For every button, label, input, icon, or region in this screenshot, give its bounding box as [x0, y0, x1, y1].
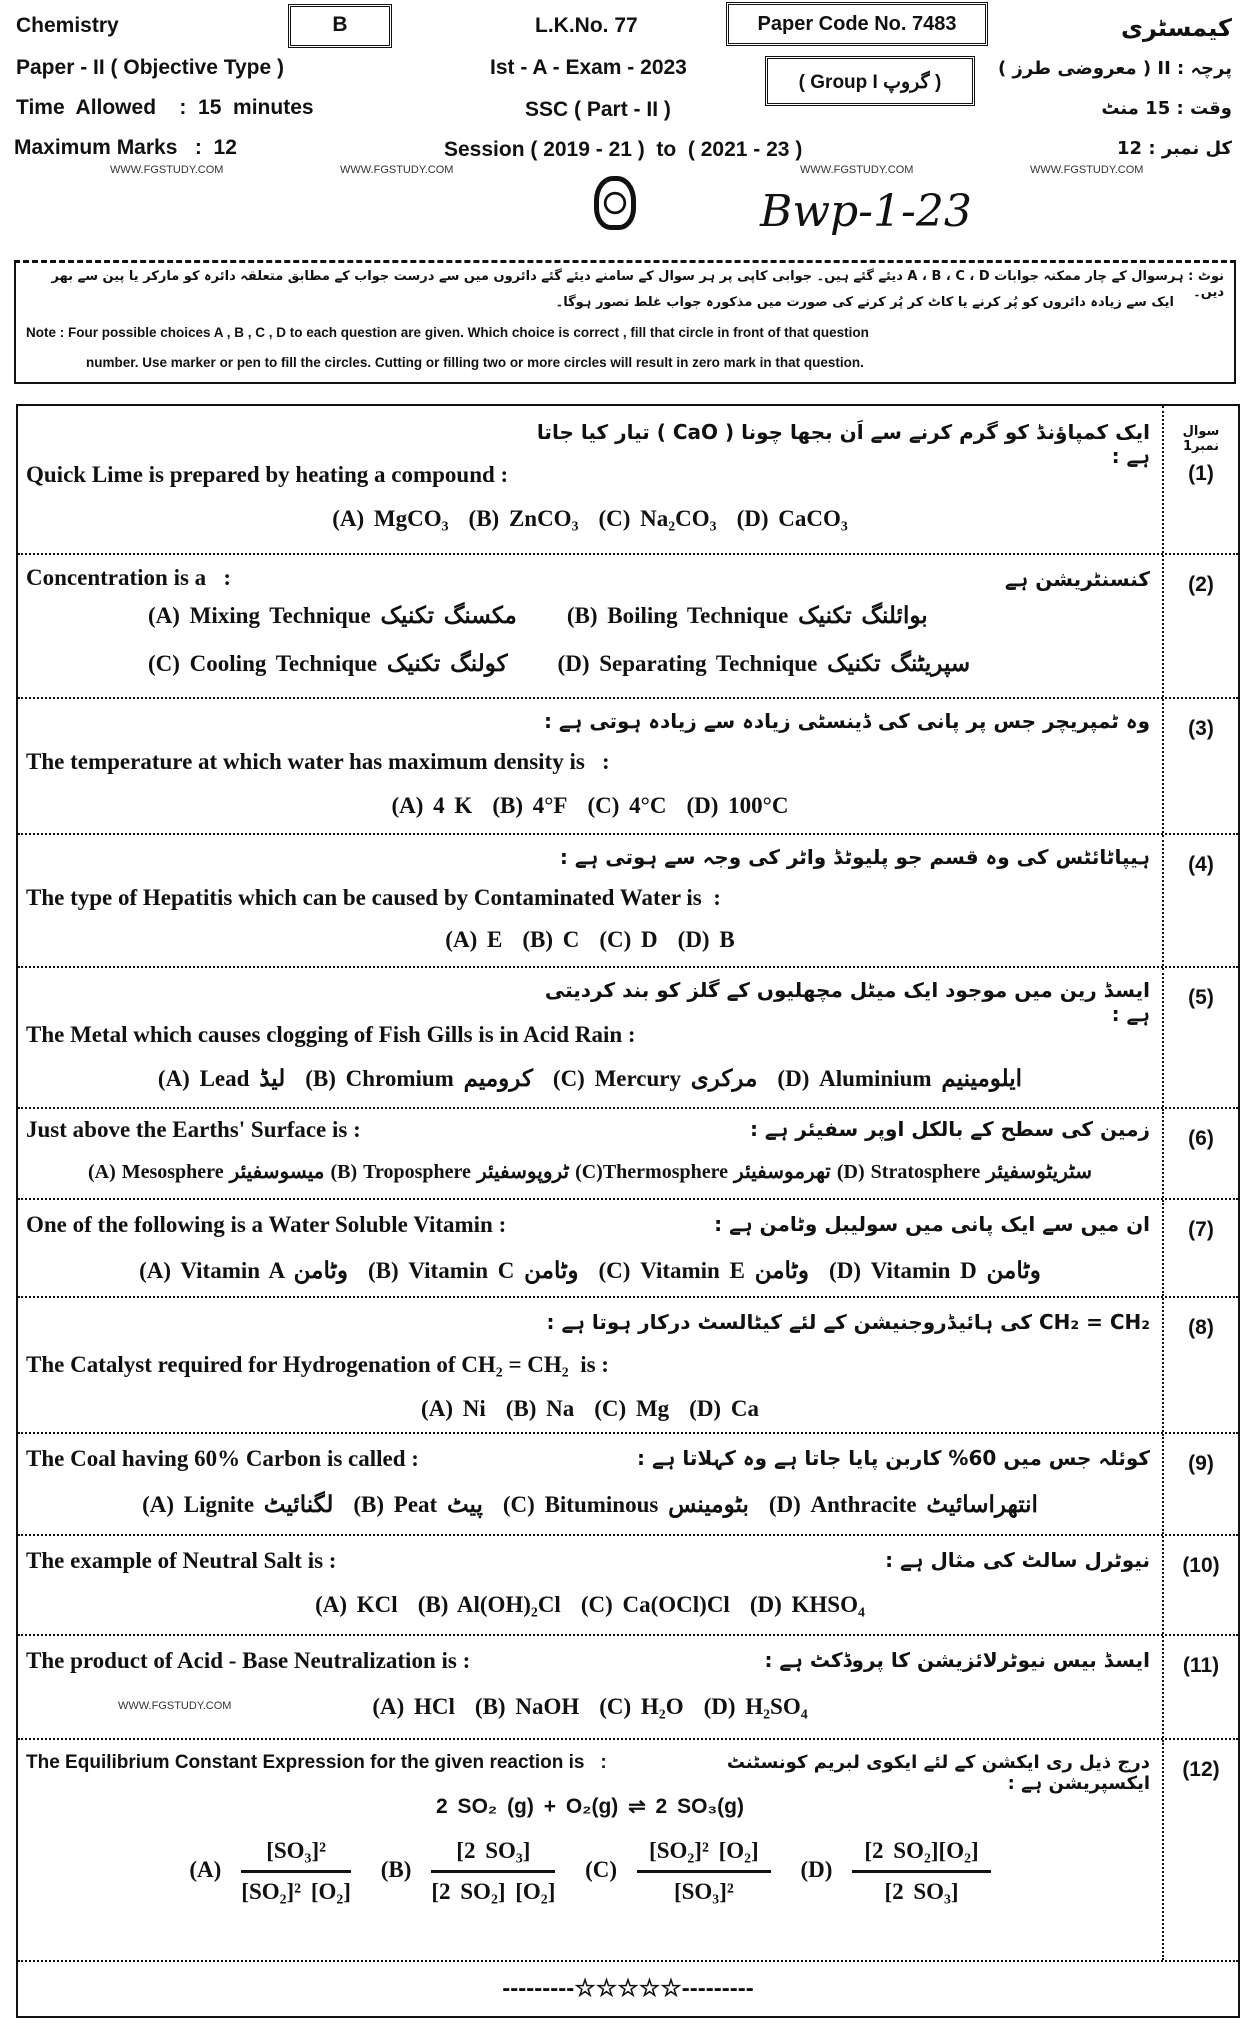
option-b: (B) 4°F: [492, 793, 568, 818]
question-text: The Catalyst required for Hydrogenation of CH₂ = CH₂ is :: [26, 1352, 609, 1377]
question-urdu: ایک کمپاؤنڈ کو گرم کرنے سے اَن بجھا چونا ( CaO ) تیار کیا جاتا ہے :: [536, 420, 1150, 468]
question-10: [18, 1536, 1238, 1636]
option-a: (A) MgCO₃: [332, 506, 449, 531]
option-d: (D) 100°C: [686, 793, 789, 818]
question-6: [18, 1109, 1238, 1200]
watermark: WWW.FGSTUDY.COM: [118, 1700, 232, 1712]
handwritten-code: Bwp-1-23: [760, 186, 972, 237]
question-5: [18, 968, 1238, 1109]
question-number: (3): [1162, 699, 1238, 833]
question-12: [18, 1740, 1238, 1962]
option-b: (B) Peat پیٹ: [353, 1492, 483, 1517]
question-text: The Metal which causes clogging of Fish Gills is in Acid Rain :: [26, 1022, 636, 1047]
exam: Ist - A - Exam - 2023: [490, 56, 687, 79]
option-b: (B) Chromium کرومیم: [305, 1066, 533, 1091]
note-english-1: Note : Four possible choices A , B , C , D to each question are given. Which choice is correct , fill that circle in front of that question: [26, 325, 869, 340]
question-urdu: ہیپاٹائٹس کی وہ قسم جو پلیوٹڈ واٹر کی وجہ سے ہوتی ہے :: [559, 845, 1150, 869]
option-d: (D) B: [677, 927, 735, 952]
question-urdu: نیوٹرل سالٹ کی مثال ہے :: [885, 1548, 1150, 1572]
question-text: The temperature at which water has maximum density is :: [26, 749, 610, 774]
note-urdu-2: ایک سے زیادہ دائروں کو پُر کرنے یا کاٹ کر پُر کرنے کی صورت میں مذکورہ جواب غلط تصور ہوگا۔: [555, 295, 1174, 310]
option-b-label: (B): [380, 1856, 412, 1882]
numerator: [2 SO₃]: [431, 1838, 555, 1873]
option-b: (B) ZnCO₃: [468, 506, 579, 531]
level: SSC ( Part - II ): [525, 98, 671, 121]
paper-type: Paper - II ( Objective Type ): [16, 56, 285, 79]
numerator: [SO₂]² [O₂]: [637, 1838, 771, 1873]
question-urdu: CH₂ = CH₂ کی ہائیڈروجنیشن کے لئے کیٹالسٹ درکار ہوتا ہے :: [546, 1310, 1150, 1334]
option-b: (B) NaOH: [474, 1694, 580, 1719]
question-number: (1): [1188, 462, 1214, 485]
option-c: (C) Na₂CO₃: [598, 506, 717, 531]
option-a: (A) KCl: [315, 1592, 398, 1617]
question-urdu: زمین کی سطح کے بالکل اوپر سفیئر ہے :: [749, 1117, 1150, 1141]
option-d: (D) Ca: [689, 1396, 759, 1421]
question-urdu: کنسنٹریشن ہے: [1004, 567, 1150, 591]
watermark: WWW.FGSTUDY.COM: [1030, 164, 1144, 176]
option-c: (C) Mercury مرکری: [552, 1066, 758, 1091]
option-d: (D) H₂SO₄: [703, 1694, 808, 1719]
question-4: [18, 835, 1238, 968]
option-c: (C) Ca(OCl)Cl: [580, 1592, 730, 1617]
option-d: (D) Vitamin D وٹامن: [829, 1258, 1041, 1283]
numerator: [2 SO₂][O₂]: [852, 1838, 990, 1873]
question-9: [18, 1434, 1238, 1536]
option-c: (C) Cooling Technique کولنگ تکنیک: [148, 651, 508, 676]
option-a-label: (A): [189, 1856, 222, 1882]
reaction-equation: 2 SO₂ (g) + O₂(g) ⇌ 2 SO₃(g): [436, 1795, 744, 1818]
question-urdu: ان میں سے ایک پانی میں سولیبل وٹامن ہے :: [714, 1212, 1150, 1236]
option-a: (A) Mesosphere میسوسفیئر: [87, 1161, 325, 1183]
option-c: (C) H₂O: [599, 1694, 684, 1719]
option-a: (A) Vitamin A وٹامن: [139, 1258, 348, 1283]
question-11: [18, 1636, 1238, 1740]
option-b: (B) C: [522, 927, 580, 952]
option-a: (A) Mixing Technique مکسنگ تکنیک: [148, 603, 517, 628]
option-b-fraction: [431, 1838, 555, 1905]
option-d: (D) Separating Technique سپریٹنگ تکنیک: [557, 651, 971, 676]
option-c-label: (C): [585, 1856, 618, 1882]
question-text: The Equilibrium Constant Expression for the given reaction is :: [26, 1752, 607, 1773]
question-text: Quick Lime is prepared by heating a compound :: [26, 462, 509, 487]
board-logo-icon: [594, 176, 636, 230]
option-b: (B) Na: [505, 1396, 575, 1421]
option-d: (D) KHSO₄: [749, 1592, 865, 1617]
question-urdu: کوئلہ جس میں 60% کاربن پایا جاتا ہے وہ کہلاتا ہے :: [637, 1446, 1150, 1470]
option-c: (C) Mg: [594, 1396, 670, 1421]
option-d: (D) Anthracite انتھراسائیٹ: [768, 1492, 1038, 1517]
option-c: (C) D: [599, 927, 658, 952]
option-b: (B) Al(OH)₂Cl: [417, 1592, 561, 1617]
version-box: B: [288, 4, 392, 48]
question-number: (4): [1162, 835, 1238, 966]
lk-no: L.K.No. 77: [535, 14, 638, 37]
instructions-note: [14, 260, 1236, 384]
question-2: [18, 555, 1238, 699]
question-urdu: درج ذیل ری ایکشن کے لئے ایکوی لبریم کونسٹنٹ ایکسپریشن ہے :: [726, 1752, 1150, 1794]
question-number: (11): [1162, 1636, 1238, 1738]
option-d: (D) Stratosphere سٹریٹوسفیئر: [836, 1161, 1093, 1183]
end-marker: ---------☆☆☆☆☆---------: [502, 1975, 754, 2002]
question-8: [18, 1298, 1238, 1434]
option-c: (C) Bituminous بٹومینس: [502, 1492, 749, 1517]
option-b: (B) Troposphere ٹروپوسفیئر: [330, 1161, 570, 1183]
watermark: WWW.FGSTUDY.COM: [110, 164, 224, 176]
question-text: One of the following is a Water Soluble Vitamin :: [26, 1212, 507, 1237]
question-number: (12): [1162, 1740, 1238, 1960]
question-text: Concentration is a :: [26, 565, 232, 590]
paper-code: Paper Code No. 7483: [726, 2, 988, 46]
question-number: (9): [1162, 1434, 1238, 1534]
option-a: (A) HCl: [372, 1694, 455, 1719]
question-text: The Coal having 60% Carbon is called :: [26, 1446, 419, 1471]
subject: Chemistry: [16, 14, 119, 37]
option-d-fraction: [852, 1838, 990, 1905]
session: Session ( 2019 - 21 ) to ( 2021 - 23 ): [444, 138, 803, 161]
option-b: (B) Boiling Technique بوائلنگ تکنیک: [566, 603, 928, 628]
watermark: WWW.FGSTUDY.COM: [340, 164, 454, 176]
question-urdu: وہ ٹمپریچر جس پر پانی کی ڈینسٹی زیادہ سے زیادہ ہوتی ہے :: [543, 709, 1150, 733]
option-d: (D) Aluminium ایلومینیم: [777, 1066, 1023, 1091]
option-c: (C) 4°C: [587, 793, 667, 818]
question-label-urdu: سوال نمبر1: [1182, 424, 1220, 454]
question-number: (5): [1162, 968, 1238, 1107]
numerator: [SO₃]²: [241, 1838, 351, 1873]
question-text: The product of Acid - Base Neutralization is :: [26, 1648, 471, 1673]
group-box: ( Group I گروپ ): [765, 56, 975, 106]
denominator: [2 SO₃]: [884, 1879, 959, 1904]
option-a: (A) Lead لیڈ: [157, 1066, 286, 1091]
option-c: (C) Vitamin E وٹامن: [598, 1258, 810, 1283]
option-d: (D) CaCO₃: [736, 506, 848, 531]
question-number: (2): [1162, 555, 1238, 697]
option-a: (A) 4 K: [391, 793, 473, 818]
question-text: The type of Hepatitis which can be caused by Contaminated Water is :: [26, 885, 721, 910]
watermark: WWW.FGSTUDY.COM: [800, 164, 914, 176]
option-d-label: (D): [800, 1856, 833, 1882]
option-c: (C)Thermosphere تھرموسفیئر: [575, 1161, 831, 1183]
subject-urdu: کیمسٹری: [1121, 14, 1232, 42]
question-text: Just above the Earths' Surface is :: [26, 1117, 361, 1142]
question-7: [18, 1200, 1238, 1298]
question-number: (10): [1162, 1536, 1238, 1634]
time-urdu: وقت : 15 منٹ: [1101, 98, 1232, 119]
question-3: [18, 699, 1238, 835]
question-1: [18, 406, 1238, 555]
question-number: (6): [1162, 1109, 1238, 1198]
option-a: (A) Ni: [421, 1396, 486, 1421]
denominator: [2 SO₂] [O₂]: [431, 1879, 556, 1904]
option-c-fraction: [637, 1838, 771, 1905]
note-english-2: number. Use marker or pen to fill the circles. Cutting or filling two or more circles will result in zero mark in that question.: [86, 355, 864, 370]
option-a: (A) E: [445, 927, 503, 952]
marks-urdu: کل نمبر : 12: [1117, 138, 1232, 159]
option-b: (B) Vitamin C وٹامن: [367, 1258, 579, 1283]
question-text: The example of Neutral Salt is :: [26, 1548, 337, 1573]
question-urdu: ایسڈ رین میں موجود ایک میٹل مچھلیوں کے گلز کو بند کردیتی ہے :: [544, 978, 1150, 1026]
option-a-fraction: [241, 1838, 351, 1905]
denominator: [SO₃]²: [673, 1879, 734, 1904]
question-urdu: ایسڈ بیس نیوٹرلائزیشن کا پروڈکٹ ہے :: [764, 1648, 1150, 1672]
option-a: (A) Lignite لگنائیٹ: [142, 1492, 334, 1517]
paper-urdu: پرچہ : II ( معروضی طرز ): [998, 58, 1232, 79]
question-number: (7): [1162, 1200, 1238, 1296]
note-urdu-1: نوٹ : ہرسوال کے چار ممکنہ جوابات A ، B ، C ، D دیئے گئے ہیں۔ جوابی کاپی پر ہر سوال کے سامنے دیئے گئے دائروں میں سے درست جواب کے مطابق متعلقہ دائرہ کو مارکر یا پین سے بھر دیں۔: [51, 269, 1224, 300]
time-allowed: Time Allowed : 15 minutes: [16, 96, 314, 119]
question-number: (8): [1162, 1298, 1238, 1432]
denominator: [SO₂]² [O₂]: [241, 1879, 351, 1904]
max-marks: Maximum Marks : 12: [14, 136, 237, 159]
questions-box: [16, 404, 1240, 2018]
